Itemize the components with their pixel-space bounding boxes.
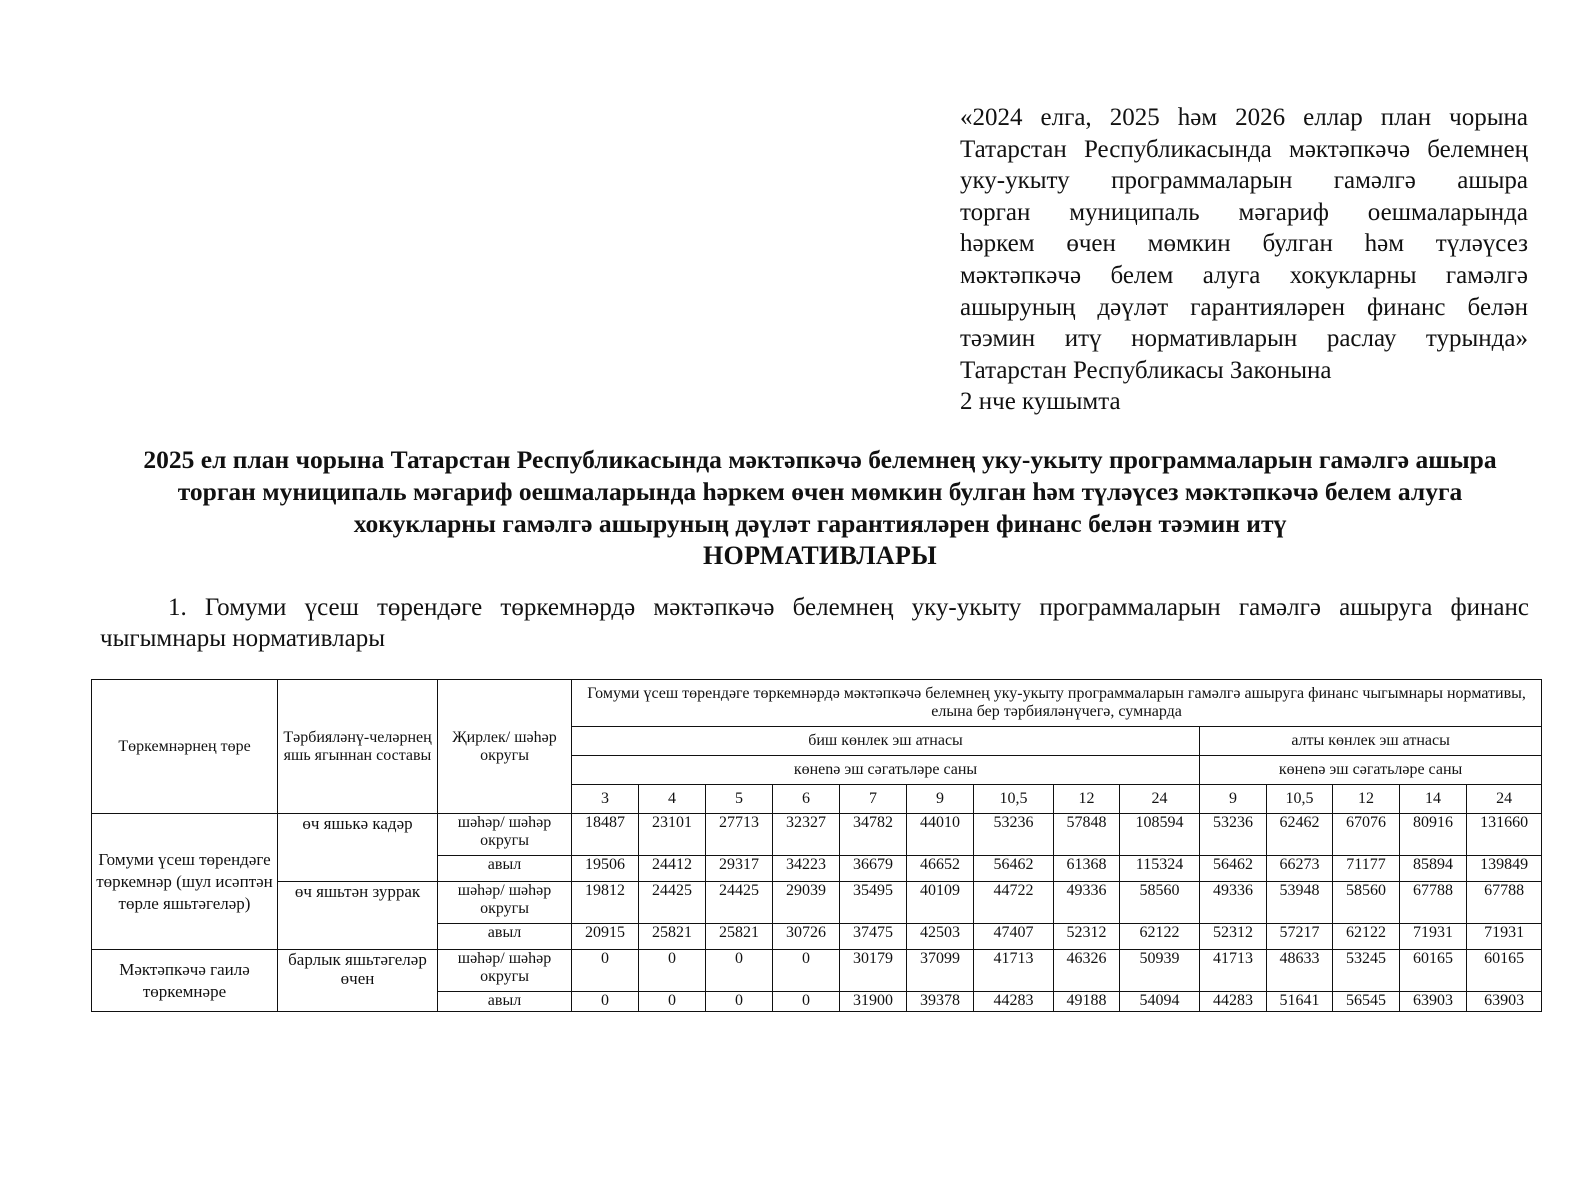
value-cell: 30726 xyxy=(773,924,840,950)
value-cell: 53948 xyxy=(1267,882,1333,924)
annex-appendix-line: 2 нче кушымта xyxy=(960,388,1121,416)
value-cell: 60165 xyxy=(1400,950,1467,992)
age-composition-cell: барлык яшьтәгеләр өчен xyxy=(278,950,438,1012)
value-cell: 131660 xyxy=(1467,814,1542,856)
value-cell: 108594 xyxy=(1120,814,1200,856)
locality-cell: авыл xyxy=(438,992,572,1012)
title-line: 2025 ел план чорына Татарстан Республикасында мәктәпкәчә белемнең уку-укыту программаларын гамәлгә ашыра xyxy=(143,445,1497,474)
title-heading: НОРМАТИВЛАРЫ xyxy=(703,541,937,570)
document-title xyxy=(100,444,1540,572)
value-cell: 40109 xyxy=(907,882,974,924)
value-cell: 67076 xyxy=(1333,814,1400,856)
locality-cell: шәһәр/ шәһәр округы xyxy=(438,950,572,992)
hours-header-cell: 10,5 xyxy=(974,785,1054,814)
value-cell: 27713 xyxy=(706,814,773,856)
table-row xyxy=(92,814,1542,856)
locality-cell: авыл xyxy=(438,924,572,950)
hours-header-cell: 9 xyxy=(1200,785,1267,814)
value-cell: 46326 xyxy=(1054,950,1120,992)
hours-header-cell: 12 xyxy=(1054,785,1120,814)
value-cell: 63903 xyxy=(1467,992,1542,1012)
value-cell: 0 xyxy=(639,992,706,1012)
value-cell: 58560 xyxy=(1333,882,1400,924)
value-cell: 56545 xyxy=(1333,992,1400,1012)
value-cell: 41713 xyxy=(974,950,1054,992)
value-cell: 0 xyxy=(572,992,639,1012)
value-cell: 19812 xyxy=(572,882,639,924)
group-type-cell: Гомуми үсеш төрендәге төркемнәр (шул исәптән төрле яшьтәгеләр) xyxy=(92,814,278,950)
age-composition-cell: өч яшьтән зуррак xyxy=(278,882,438,950)
section-heading: 1. Гомуми үсеш төрендәге төркемнәрдә мәктәпкәчә белемнең уку-укыту программаларын гамәлгә ашыруга финанс чыгымнары нормативлары xyxy=(100,594,1529,652)
value-cell: 18487 xyxy=(572,814,639,856)
header-daily-hours-six: көнenә эш сәгатьләре саны xyxy=(1200,756,1542,785)
value-cell: 44283 xyxy=(1200,992,1267,1012)
hours-header-cell: 12 xyxy=(1333,785,1400,814)
value-cell: 29317 xyxy=(706,856,773,882)
hours-header-cell: 4 xyxy=(639,785,706,814)
value-cell: 44722 xyxy=(974,882,1054,924)
value-cell: 51641 xyxy=(1267,992,1333,1012)
value-cell: 57848 xyxy=(1054,814,1120,856)
value-cell: 57217 xyxy=(1267,924,1333,950)
header-daily-hours-five: көнenә эш сәгатьләре саны xyxy=(572,756,1200,785)
locality-cell: авыл xyxy=(438,856,572,882)
hours-header-cell: 9 xyxy=(907,785,974,814)
hours-header-cell: 3 xyxy=(572,785,639,814)
annex-reference xyxy=(960,102,1528,418)
value-cell: 49188 xyxy=(1054,992,1120,1012)
title-line: хокукларны гамәлгә ашыруның дәүләт гарантияләрен финанс белән тәэмин итү xyxy=(353,509,1287,538)
value-cell: 24425 xyxy=(706,882,773,924)
annex-line: тәэмин итү нормативларын раслау турында» xyxy=(960,325,1528,353)
locality-cell: шәһәр/ шәһәр округы xyxy=(438,882,572,924)
value-cell: 30179 xyxy=(840,950,907,992)
value-cell: 71931 xyxy=(1400,924,1467,950)
hours-header-cell: 24 xyxy=(1120,785,1200,814)
value-cell: 0 xyxy=(773,950,840,992)
hours-header-cell: 10,5 xyxy=(1267,785,1333,814)
annex-line: ашыруның дәүләт гарантияләрен финанс белән xyxy=(960,293,1528,321)
value-cell: 23101 xyxy=(639,814,706,856)
header-locality: Җирлек/ шәһәр округы xyxy=(438,680,572,814)
value-cell: 52312 xyxy=(1054,924,1120,950)
value-cell: 56462 xyxy=(1200,856,1267,882)
value-cell: 48633 xyxy=(1267,950,1333,992)
hours-header-cell: 14 xyxy=(1400,785,1467,814)
hours-header-cell: 24 xyxy=(1467,785,1542,814)
value-cell: 56462 xyxy=(974,856,1054,882)
value-cell: 32327 xyxy=(773,814,840,856)
value-cell: 60165 xyxy=(1467,950,1542,992)
header-age-composition: Тәрбияләнү-челәрнең яшь ягыннан составы xyxy=(278,680,438,814)
value-cell: 49336 xyxy=(1200,882,1267,924)
hours-header-cell: 5 xyxy=(706,785,773,814)
value-cell: 20915 xyxy=(572,924,639,950)
value-cell: 24412 xyxy=(639,856,706,882)
value-cell: 47407 xyxy=(974,924,1054,950)
value-cell: 53245 xyxy=(1333,950,1400,992)
value-cell: 66273 xyxy=(1267,856,1333,882)
value-cell: 36679 xyxy=(840,856,907,882)
value-cell: 37099 xyxy=(907,950,974,992)
value-cell: 115324 xyxy=(1120,856,1200,882)
value-cell: 0 xyxy=(572,950,639,992)
value-cell: 25821 xyxy=(706,924,773,950)
table-row xyxy=(92,950,1542,992)
annex-law-line: Татарстан Республикасы Законына xyxy=(960,356,1332,384)
value-cell: 52312 xyxy=(1200,924,1267,950)
value-cell: 71931 xyxy=(1467,924,1542,950)
value-cell: 0 xyxy=(706,992,773,1012)
norms-table-body xyxy=(92,814,1542,1012)
value-cell: 31900 xyxy=(840,992,907,1012)
value-cell: 54094 xyxy=(1120,992,1200,1012)
annex-line: «2024 елга, 2025 һәм 2026 еллар план чорына xyxy=(960,104,1528,131)
value-cell: 67788 xyxy=(1467,882,1542,924)
value-cell: 42503 xyxy=(907,924,974,950)
value-cell: 19506 xyxy=(572,856,639,882)
hours-header-cell: 6 xyxy=(773,785,840,814)
value-cell: 80916 xyxy=(1400,814,1467,856)
value-cell: 61368 xyxy=(1054,856,1120,882)
value-cell: 46652 xyxy=(907,856,974,882)
header-group-type: Төркемнәрнең төре xyxy=(92,680,278,814)
value-cell: 58560 xyxy=(1120,882,1200,924)
value-cell: 71177 xyxy=(1333,856,1400,882)
value-cell: 0 xyxy=(773,992,840,1012)
value-cell: 34782 xyxy=(840,814,907,856)
value-cell: 25821 xyxy=(639,924,706,950)
value-cell: 24425 xyxy=(639,882,706,924)
value-cell: 44283 xyxy=(974,992,1054,1012)
value-cell: 139849 xyxy=(1467,856,1542,882)
age-composition-cell: өч яшькә кадәр xyxy=(278,814,438,882)
value-cell: 53236 xyxy=(974,814,1054,856)
annex-line: Татарстан Республикасында мәктәпкәчә белемнең xyxy=(960,135,1528,163)
value-cell: 34223 xyxy=(773,856,840,882)
header-six-day-week: алты көнлек эш атнасы xyxy=(1200,727,1542,756)
value-cell: 39378 xyxy=(907,992,974,1012)
value-cell: 35495 xyxy=(840,882,907,924)
value-cell: 67788 xyxy=(1400,882,1467,924)
annex-line: мәктәпкәчә белем алуга хокукларны гамәлгә xyxy=(960,261,1528,289)
header-five-day-week: биш көнлек эш атнасы xyxy=(572,727,1200,756)
annex-line: уку-укыту программаларын гамәлгә ашыра xyxy=(960,167,1528,195)
value-cell: 53236 xyxy=(1200,814,1267,856)
value-cell: 44010 xyxy=(907,814,974,856)
value-cell: 62122 xyxy=(1120,924,1200,950)
group-type-cell: Мәктәпкәчә гаилә төркемнәре xyxy=(92,950,278,1012)
value-cell: 0 xyxy=(706,950,773,992)
value-cell: 62122 xyxy=(1333,924,1400,950)
annex-line: һәркем өчен мөмкин булган һәм түләүсез xyxy=(960,230,1528,258)
header-main: Гомуми үсеш төрендәге төркемнәрдә мәктәпкәчә белемнең уку-укыту программаларын гамәлгә ашыруга финанс чыгымнары нормативы, елына бер тәрбияләнүчегә, сумнарда xyxy=(572,680,1542,727)
locality-cell: шәһәр/ шәһәр округы xyxy=(438,814,572,856)
value-cell: 63903 xyxy=(1400,992,1467,1012)
value-cell: 50939 xyxy=(1120,950,1200,992)
hours-header-cell: 7 xyxy=(840,785,907,814)
norms-table xyxy=(91,679,1542,1012)
value-cell: 29039 xyxy=(773,882,840,924)
value-cell: 41713 xyxy=(1200,950,1267,992)
table-row xyxy=(92,882,1542,924)
value-cell: 49336 xyxy=(1054,882,1120,924)
value-cell: 0 xyxy=(639,950,706,992)
value-cell: 85894 xyxy=(1400,856,1467,882)
value-cell: 62462 xyxy=(1267,814,1333,856)
title-line: торган муниципаль мәгариф оешмаларында һәркем өчен мөмкин булган һәм түләүсез мәктәпкәчә белем алуга xyxy=(177,477,1463,506)
value-cell: 37475 xyxy=(840,924,907,950)
annex-line: торган муниципаль мәгариф оешмаларында xyxy=(960,198,1528,226)
